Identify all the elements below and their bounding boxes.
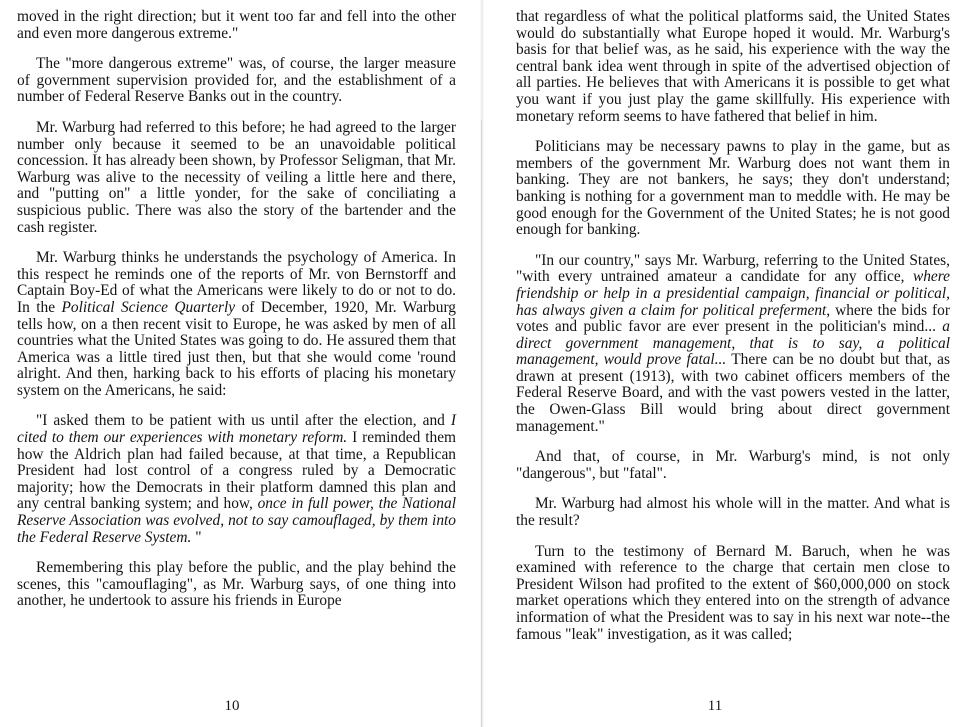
page-number-right: 11 <box>707 698 723 714</box>
page-number-left: 10 <box>224 698 240 714</box>
left-paragraph-6: Remembering this play before the public, and the play behind the scenes, this "camouflaging", as Mr. Warburg says, of one thing into another, he undertook to assure his friends in Europe <box>17 559 456 610</box>
right-paragraph-6: Turn to the testimony of Bernard M. Baruch, when he was examined with reference to the charge that certain men close to President Wilson had profited to the extent of $60,000,000 on stock market operations which they entered into on the strength of advance information of what the President was to say in his next war note--the famous "leak" investigation, as it was called; <box>516 542 950 643</box>
gutter-line <box>481 120 482 727</box>
right-page <box>484 0 970 727</box>
right-paragraph-3-quote: "In our country," says Mr. Warburg, referring to the United States, "with every untrained amateur a candidate for any office, where friendship or help in a presidential campaign, financial or political, has always given a claim for political preferment, where the bids for votes and public favor are ever present in the politician's mind... a direct government management, that is to say, a political management, would prove fatal... There can be no doubt but that, as drawn at present (1913), with two cabinet officers members of the Federal Reserve Board, and with the vast powers vested in the latter, the Owen-Glass Bill would bring about direct government management." <box>516 251 950 435</box>
journal-title: Political Science Quarterly <box>61 298 236 316</box>
right-paragraph-5: Mr. Warburg had almost his whole will in the matter. And what is the result? <box>516 495 950 530</box>
left-paragraph-4: Mr. Warburg thinks he understands the psychology of America. In this respect he reminds one of the reports of Mr. von Bernstorff and Captain Boy-Ed of what the Americans were likely to do or not to do. In the Political Science Quarterly of December, 1920, Mr. Warburg tells how, on a then recent visit to Europe, he was asked by men of all countries what the United States was going to do. He assured them that America was a little tired just then, but that she would come 'round alright. And then, harking back to his efforts of placing his monetary system on the Americans, he said: <box>17 249 456 399</box>
left-paragraph-5-quote: "I asked them to be patient with us until after the election, and I cited to them our experiences with monetary reform. I reminded them how the Aldrich plan had failed because, at that time, a Republican President had lost control of a congress ruled by a Democratic majority; how the Democrats in their platform damned this plan and any central banking system; and how, once in full power, the National Reserve Association was evolved, not to say camouflaged, by them into the Federal Reserve System. " <box>17 412 456 546</box>
right-paragraph-2: Politicians may be necessary pawns to play in the game, but as members of the government Mr. Warburg does not want them in banking. They are not bankers, he says; they don't understand; banking is nothing for a government man to meddle with. He may be good enough for the Government of the United States; he is not good enough for banking. <box>516 138 950 239</box>
left-paragraph-2: The "more dangerous extreme" was, of course, the larger measure of government supervision provided for, and the establishment of a number of Federal Reserve Banks out in the country. <box>17 55 456 106</box>
left-paragraph-3: Mr. Warburg had referred to this before; he had agreed to the larger number only because it seemed to be an unavoidable political concession. It has already been shown, by Professor Seligman, that Mr. Warburg was alive to the necessity of veiling a little here and there, and "putting on" a little yonder, for the sake of conciliating a suspicious public. There was also the story of the bartender and the cash register. <box>17 118 456 236</box>
left-page <box>0 0 480 727</box>
left-paragraph-1: moved in the right direction; but it went too far and fell into the other and even more dangerous extreme." <box>17 8 456 42</box>
right-paragraph-4: And that, of course, in Mr. Warburg's mind, is not only "dangerous", but "fatal". <box>516 448 950 482</box>
right-paragraph-1: that regardless of what the political platforms said, the United States would do substantially what Europe hoped it would. Mr. Warburg's basis for that belief was, as he said, his experience with the way the central bank idea went through in spite of the advertised objection of all parties. He believes that with Americans it is possible to get what you want if you just play the game skillfully. His experience with monetary reform seems to have fathered that belief in him. <box>516 8 950 125</box>
